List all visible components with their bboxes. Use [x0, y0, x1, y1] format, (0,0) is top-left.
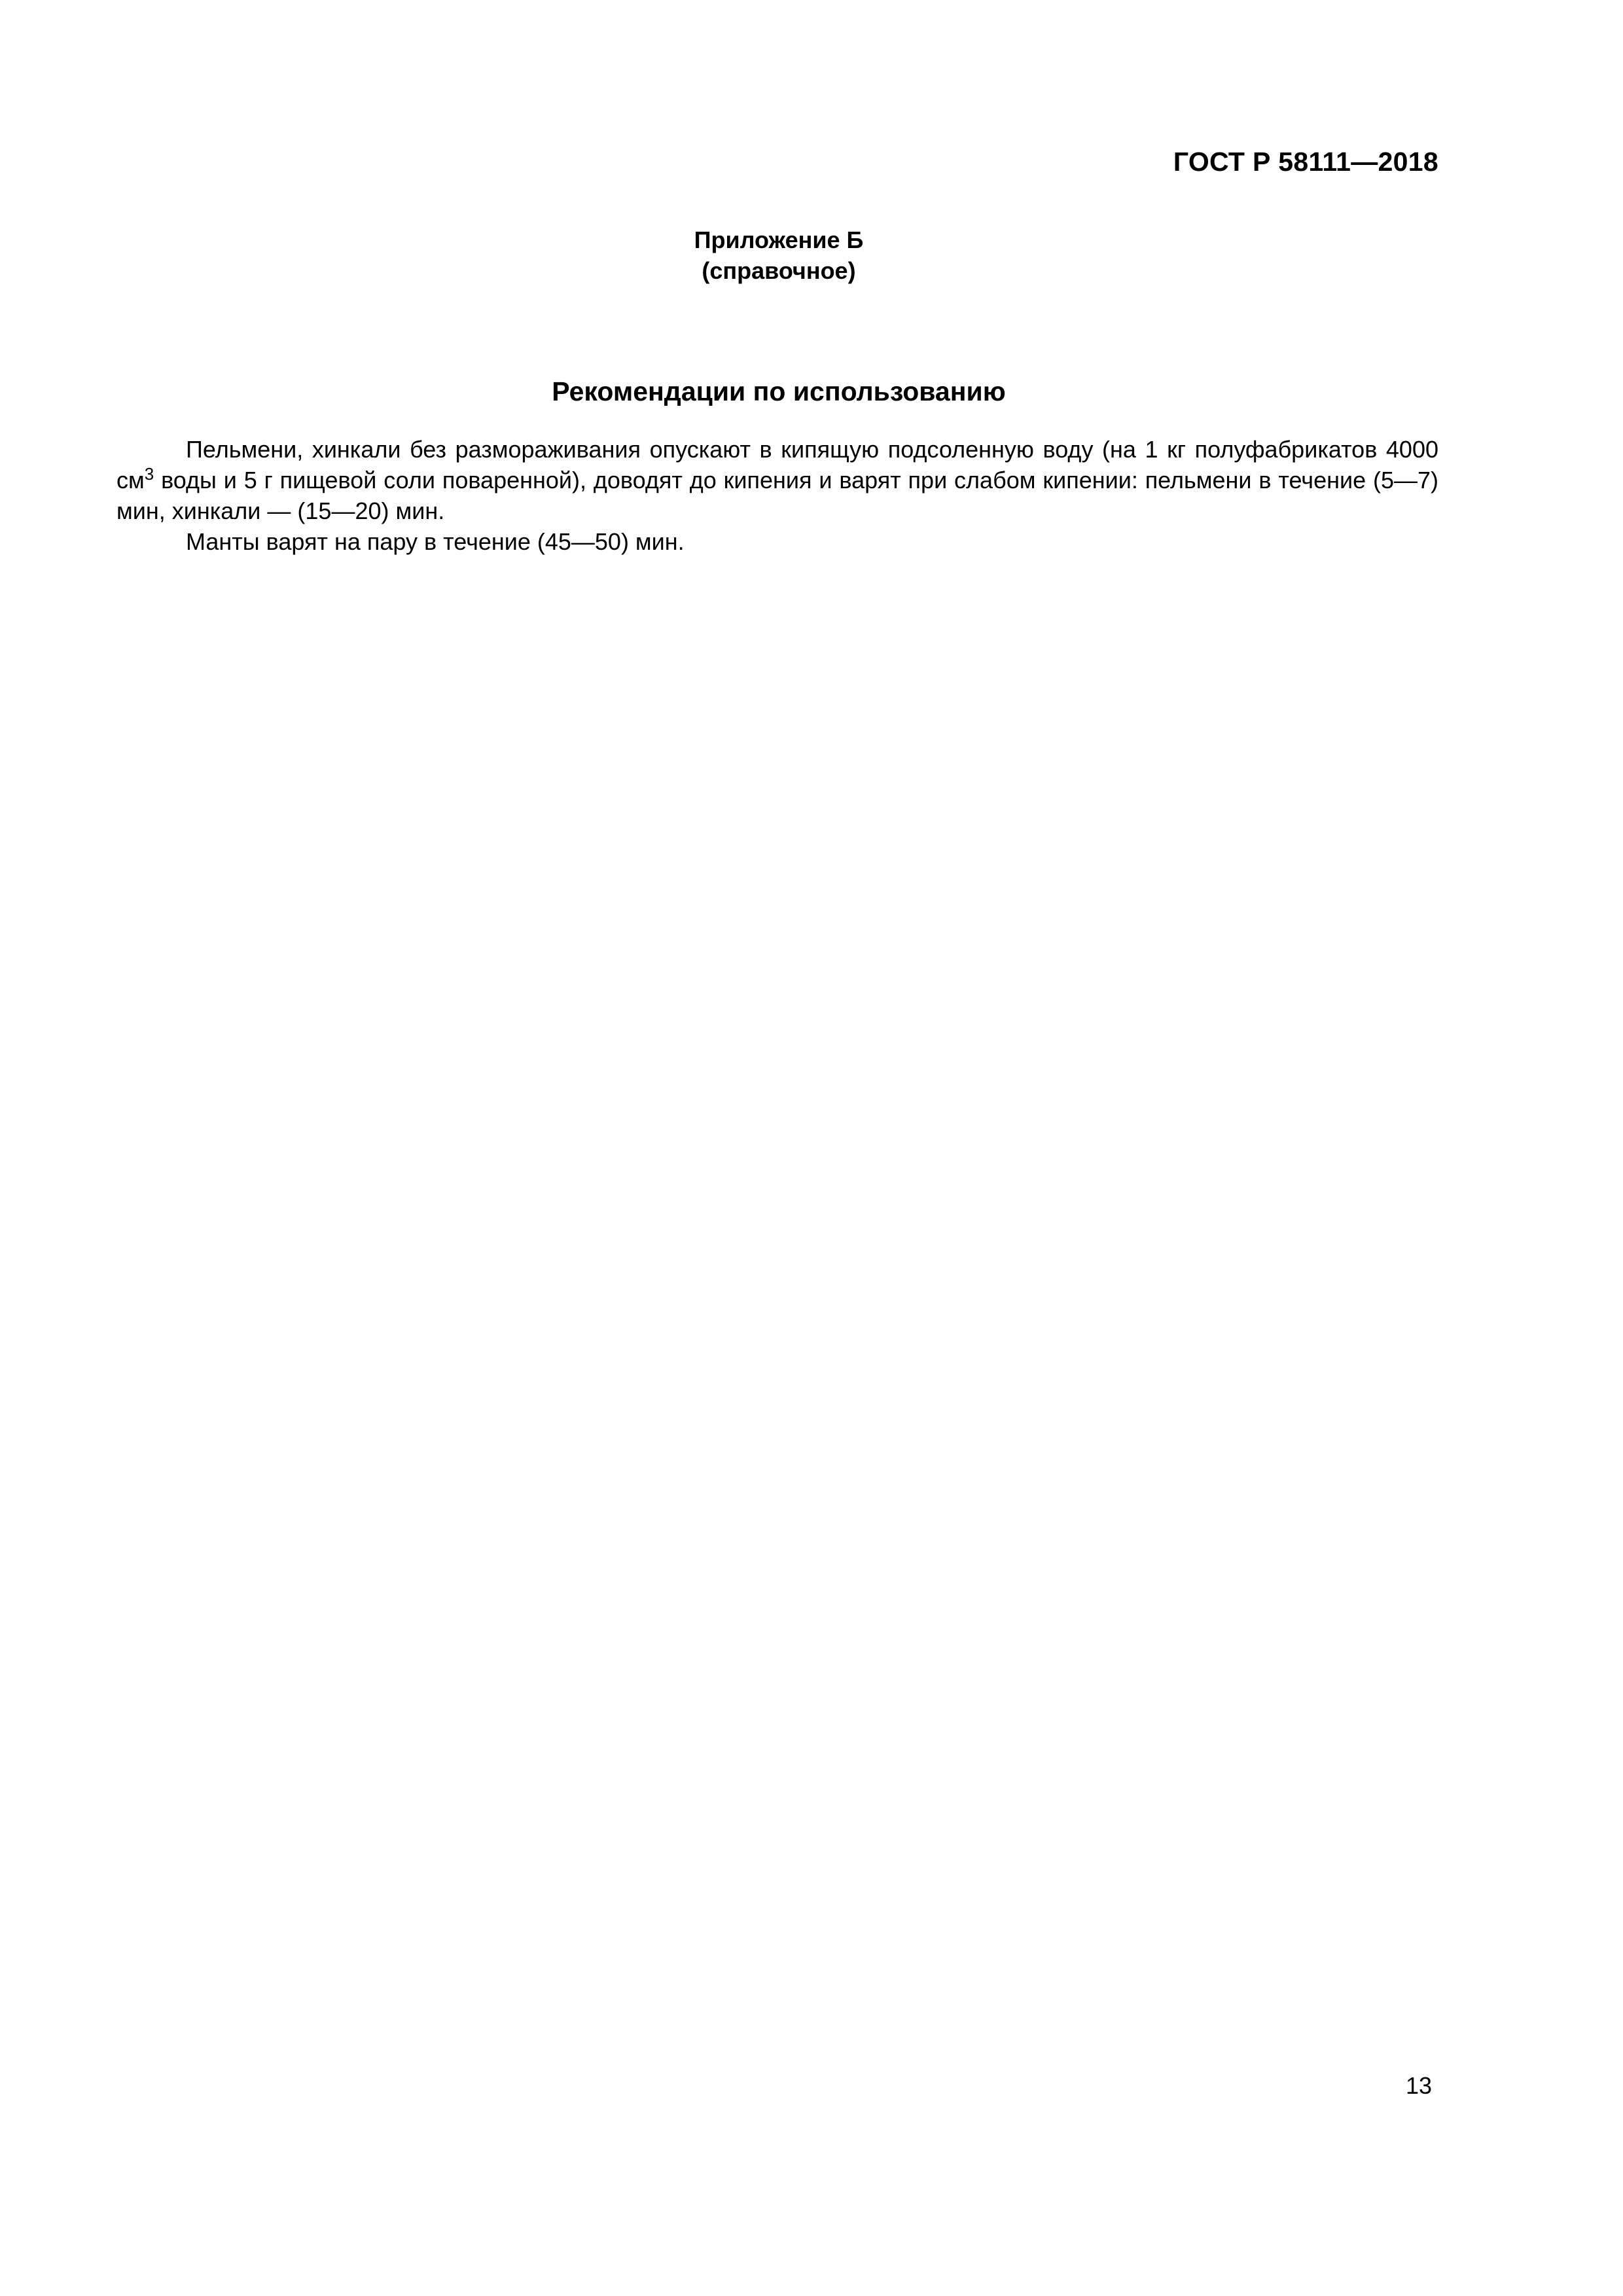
- paragraph-cooking-manty: Манты варят на пару в течение (45—50) мин.: [186, 528, 685, 555]
- appendix-subtitle: (справочное): [702, 257, 856, 284]
- paragraph-1-part-2: воды и 5 г пищевой соли поваренной), доводят до кипения и варят при слабом кипении: пельмени в течение (5—7) мин, хинкали — (15—20) мин.: [116, 467, 1438, 524]
- body-text: [116, 434, 1438, 557]
- appendix-heading: [0, 224, 1558, 286]
- document-code: ГОСТ Р 58111—2018: [1173, 147, 1438, 177]
- section-title: Рекомендации по использованию: [552, 376, 1006, 406]
- appendix-title: Приложение Б: [694, 226, 864, 253]
- page-number: 13: [1405, 2072, 1432, 2099]
- superscript-cubed: 3: [144, 464, 154, 484]
- paragraph-cooking-dumplings: [116, 434, 1438, 526]
- paragraph-1-part-1: Пельмени, хинкали без размораживания опускают в кипящую подсоленную воду (на 1 кг полуфабрикатов 4000 см: [116, 436, 1438, 493]
